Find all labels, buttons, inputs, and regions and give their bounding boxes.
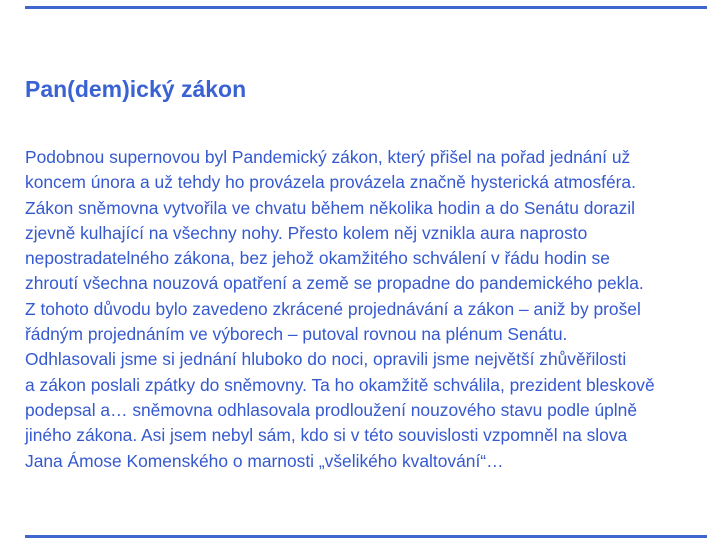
body-line: a zákon poslali zpátky do sněmovny. Ta ho okamžitě schválila, prezident bleskově: [25, 374, 655, 395]
body-line: podepsal a… sněmovna odhlasovala prodloužení nouzového stavu podle úplně: [25, 399, 638, 420]
body-line: zjevně kulhající na všechny nohy. Přesto kolem něj vznikla aura naprosto: [25, 222, 588, 243]
body-line: Jana Ámose Komenského o marnosti „všelikého kvaltování“…: [25, 450, 504, 471]
body-line: Z tohoto důvodu bylo zavedeno zkrácené projednávání a zákon – aniž by prošel: [25, 298, 641, 319]
body-line: Odhlasovali jsme si jednání hluboko do noci, opravili jsme největší zhůvěřilosti: [25, 349, 627, 370]
body-line: nepostradatelného zákona, bez jehož okamžitého schválení v řádu hodin se: [25, 248, 610, 269]
article-body: [25, 145, 715, 474]
bottom-divider: [25, 535, 707, 538]
article-title: Pan(dem)ický zákon: [25, 76, 247, 102]
top-divider: [25, 6, 707, 9]
body-line: jiného zákona. Asi jsem nebyl sám, kdo si v této souvislosti vzpomněl na slova: [25, 425, 628, 446]
body-line: Podobnou supernovou byl Pandemický zákon, který přišel na pořad jednání už: [25, 147, 631, 167]
body-line: zhroutí všechna nouzová opatření a země se propadne do pandemického pekla.: [25, 273, 644, 294]
body-line: koncem února a už tehdy ho provázela provázela značně hysterická atmosféra.: [25, 172, 636, 193]
body-line: řádným projednáním ve výborech – putoval rovnou na plénum Senátu.: [25, 324, 568, 345]
body-line: Zákon sněmovna vytvořila ve chvatu během několika hodin a do Senátu dorazil: [25, 197, 635, 218]
